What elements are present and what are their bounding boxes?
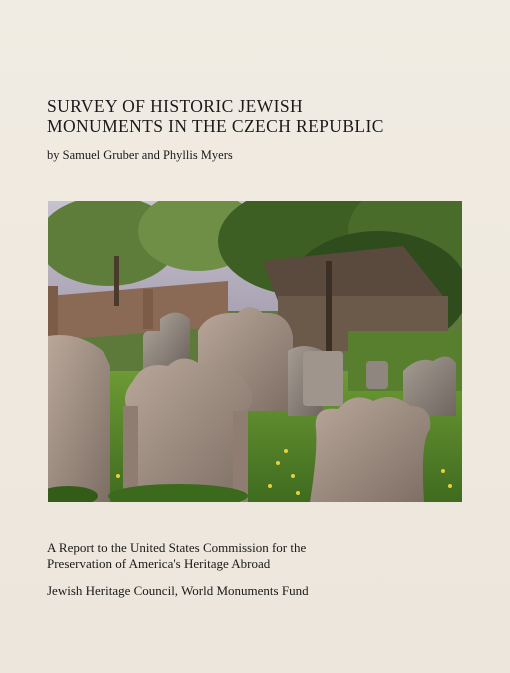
cover-title (47, 96, 467, 136)
authors-line: by Samuel Gruber and Phyllis Myers (47, 148, 233, 162)
report-line-1: A Report to the United States Commission for the (47, 540, 307, 555)
cemetery-photo (48, 201, 462, 502)
organizations-line: Jewish Heritage Council, World Monuments Fund (47, 583, 309, 598)
report-line-2: Preservation of America's Heritage Abroad (47, 556, 271, 571)
title-line-2: MONUMENTS IN THE CZECH REPUBLIC (47, 116, 384, 136)
title-line-1: SURVEY OF HISTORIC JEWISH (47, 96, 304, 116)
report-description (47, 540, 467, 572)
